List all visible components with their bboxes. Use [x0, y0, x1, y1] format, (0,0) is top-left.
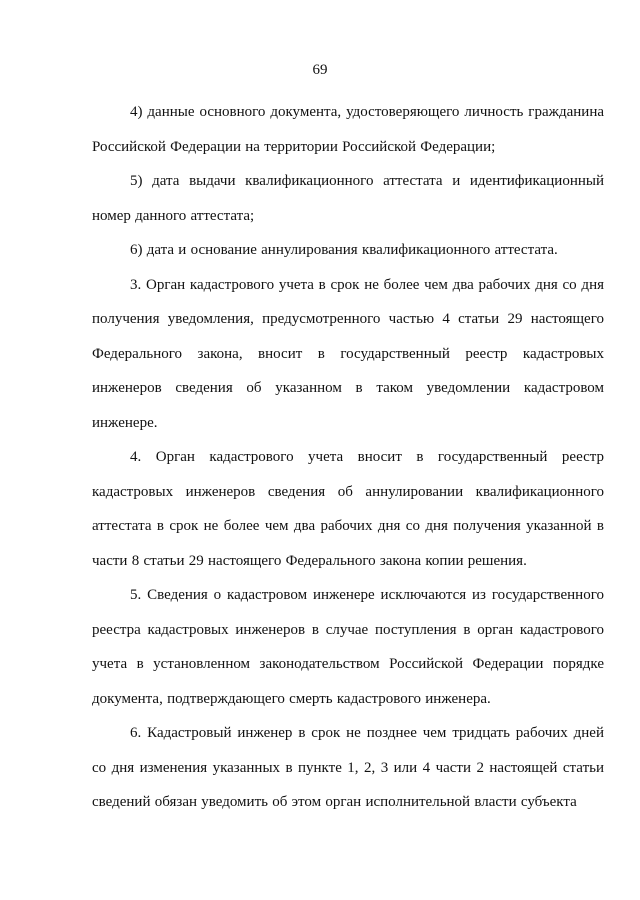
- paragraph-part-4: 4. Орган кадастрового учета вносит в государственный реестр кадастровых инженеров сведения об аннулировании квалификационного аттестата в срок не более чем два рабочих дня со дня получения указанной в части 8 статьи 29 настоящего Федерального закона копии решения.: [92, 449, 604, 569]
- paragraph-item-4: 4) данные основного документа, удостоверяющего личность гражданина Российской Федерации на территории Российской Федерации;: [92, 104, 604, 155]
- paragraph-item-5: 5) дата выдачи квалификационного аттестата и идентификационный номер данного аттестата;: [92, 173, 604, 224]
- page-number: 69: [312, 62, 328, 78]
- paragraph-item-6: 6) дата и основание аннулирования квалификационного аттестата.: [130, 242, 558, 258]
- paragraph-part-3: 3. Орган кадастрового учета в срок не более чем два рабочих дня со дня получения уведомления, предусмотренного частью 4 статьи 29 настоящего Федерального закона, вносит в государственный реестр кадастровых инженеров сведения об указанном в таком уведомлении кадастровом инженере.: [92, 276, 604, 431]
- document-body: [92, 95, 604, 820]
- paragraph-part-6: 6. Кадастровый инженер в срок не позднее чем тридцать рабочих дней со дня изменения указанных в пункте 1, 2, 3 или 4 части 2 настоящей статьи сведений обязан уведомить об этом орган исполнительной власти субъекта: [92, 725, 604, 810]
- paragraph-part-5: 5. Сведения о кадастровом инженере исключаются из государственного реестра кадастровых инженеров в случае поступления в орган кадастрового учета в установленном законодательством Российской Федерации порядке документа, подтверждающего смерть кадастрового инженера.: [92, 587, 604, 707]
